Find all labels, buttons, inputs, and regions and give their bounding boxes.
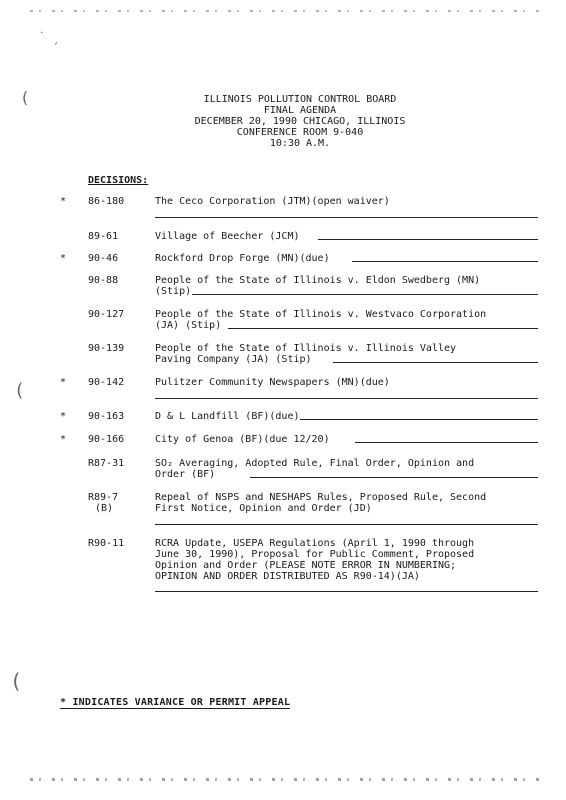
docket-number: 90-127 <box>88 309 125 320</box>
signature-line <box>192 294 538 295</box>
docket-number: 90-166 <box>88 434 125 445</box>
agenda-header <box>140 94 460 149</box>
entry-description: Rockford Drop Forge (MN)(due) <box>155 253 330 264</box>
docket-number: R89-7 <box>88 492 119 503</box>
entry-description: RCRA Update, USEPA Regulations (April 1, 1990 through June 30, 1990), Proposal for Public Comment, Proposed Opinion and Order (PLEASE NOTE ERROR IN NUMBERING; OPINION AND ORDER DISTRIBUTED AS R90-14)(JA) <box>155 538 475 582</box>
entry-description: People of the State of Illinois v. Westvaco Corporation (JA) (Stip) <box>155 309 487 331</box>
docket-number: 86-180 <box>88 196 125 207</box>
docket-number: 90-139 <box>88 343 125 354</box>
docket-number: 90-88 <box>88 275 119 286</box>
header-line: DECEMBER 20, 1990 CHICAGO, ILLINOIS <box>194 116 406 127</box>
signature-line <box>155 591 538 592</box>
scan-noise-top <box>30 10 540 12</box>
entry-description: People of the State of Illinois v. Eldon Swedberg (MN) (Stip) <box>155 275 481 297</box>
header-line: FINAL AGENDA <box>263 105 337 116</box>
header-line: CONFERENCE ROOM 9-040 <box>236 127 364 138</box>
legend-text: * INDICATES VARIANCE OR PERMIT APPEAL <box>60 697 291 708</box>
signature-line <box>352 261 538 262</box>
header-line: 10:30 A.M. <box>269 138 331 149</box>
entry-description: D & L Landfill (BF)(due) <box>155 411 300 422</box>
entry-description: City of Genoa (BF)(due 12/20) <box>155 434 330 445</box>
entry-description: Repeal of NSPS and NESHAPS Rules, Proposed Rule, Second First Notice, Opinion and Order (JD) <box>155 492 487 514</box>
docket-number: R90-11 <box>88 538 125 549</box>
legend-note <box>60 697 290 708</box>
section-title: DECISIONS: <box>88 175 149 186</box>
docket-number: 90-142 <box>88 377 125 388</box>
scan-mark: ˙ ˏ <box>38 30 60 44</box>
docket-number: 90-163 <box>88 411 125 422</box>
signature-line <box>355 442 538 443</box>
variance-star: * <box>60 411 67 422</box>
entry-description: SO₂ Averaging, Adopted Rule, Final Order, Opinion and Order (BF) <box>155 458 475 480</box>
signature-line <box>155 217 538 218</box>
variance-star: * <box>60 196 67 207</box>
entry-description: People of the State of Illinois v. Illinois Valley Paving Company (JA) (Stip) <box>155 343 457 365</box>
hole-punch-mark: ( <box>14 380 25 401</box>
hole-punch-mark: ( <box>20 88 30 107</box>
docket-number: 90-46 <box>88 253 119 264</box>
variance-star: * <box>60 253 67 264</box>
docket-suffix: (B) <box>95 503 114 514</box>
docket-number: 89-61 <box>88 231 119 242</box>
entry-description: Village of Beecher (JCM) <box>155 231 300 242</box>
entry-description: Pulitzer Community Newspapers (MN)(due) <box>155 377 390 388</box>
docket-number: R87-31 <box>88 458 125 469</box>
variance-star: * <box>60 377 67 388</box>
signature-line <box>250 477 538 478</box>
entry-description: The Ceco Corporation (JTM)(open waiver) <box>155 196 390 207</box>
header-line: ILLINOIS POLLUTION CONTROL BOARD <box>203 94 397 105</box>
variance-star: * <box>60 434 67 445</box>
hole-punch-mark: ( <box>10 669 23 693</box>
signature-line <box>228 328 538 329</box>
signature-line <box>155 524 538 525</box>
signature-line <box>333 362 538 363</box>
signature-line <box>318 239 538 240</box>
scan-noise-bottom <box>30 778 540 781</box>
signature-line <box>155 398 538 399</box>
signature-line <box>300 419 538 420</box>
